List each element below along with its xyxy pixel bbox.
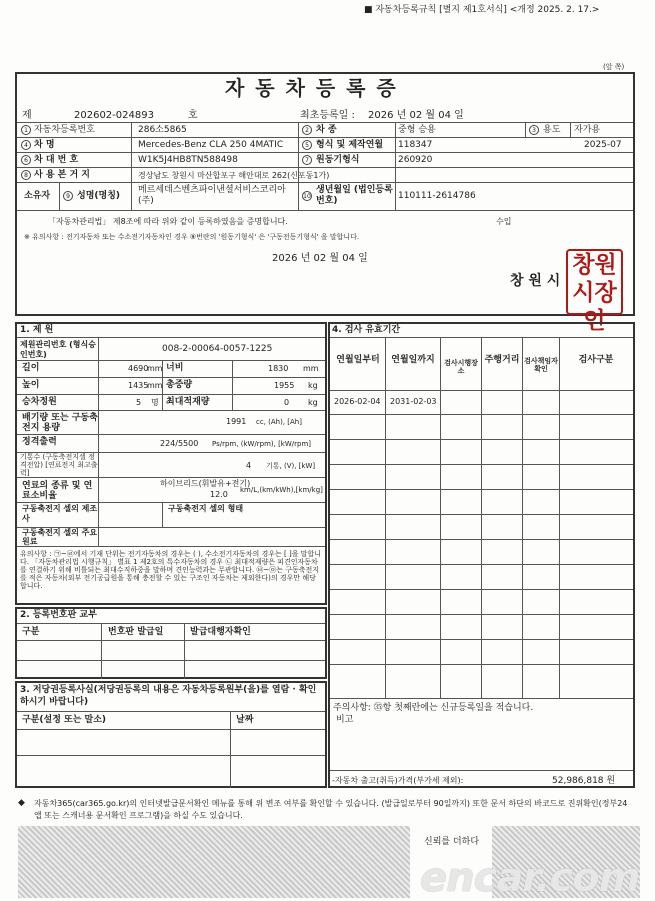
fuel-type: 하이브리드(휘발유+전기) [160, 479, 251, 488]
weight-unit: kg [308, 381, 318, 390]
bat-maker-label: 구동축전지 셀의 제조사 [22, 504, 98, 523]
owner-name-label: 성명(명칭) [77, 191, 121, 201]
model-value: 118347 [398, 140, 433, 150]
owner-label: 소유자 [24, 191, 51, 201]
price-value: 52,986,818 원 [552, 776, 616, 786]
insp-note: 주의사항: ㉟항 첫째란에는 신규등록일을 적습니다. [333, 703, 534, 713]
first-reg-label: 최초등록일 : [300, 110, 355, 121]
disp-label: 배기량 또는 구동축전지 용량 [22, 413, 98, 433]
registration-number: 202602-024893 [74, 110, 154, 121]
mgmt-value: 008-2-00064-0057-1225 [162, 344, 273, 354]
form-rule-header: ■ 자동차등록규칙 [별지 제1호서식] <개정 2025. 2. 17.> [364, 5, 600, 15]
length-label: 길이 [22, 363, 40, 373]
insp-col-inspector: 검사책임자확인 [524, 357, 558, 374]
birth-value: 110111-2614786 [398, 191, 476, 201]
insp-col-place: 검사시행장소 [444, 359, 478, 376]
issuer-name: 창 원 시 [510, 273, 561, 289]
power-label: 정격출력 [22, 437, 57, 447]
type-value: 중형 승용 [398, 125, 436, 135]
base-label: 사 용 본 거 지 [34, 170, 91, 180]
bat-form-label: 구동축전지 셀의 형태 [168, 504, 244, 513]
plate-col-agent: 발급대행자확인 [190, 627, 251, 637]
cert-note: ※ 유의사항 : 전기자동차 또는 수소전기자동차인 경우 ⑨번란의 '원동기형식' 은 '구동전동기형식' 을 말합니다. [24, 233, 360, 241]
width-value: 1830 [268, 364, 289, 373]
engine-value: 260920 [398, 155, 433, 165]
cyl-value: 4 [246, 461, 252, 470]
first-reg-date: 2026 년 02 월 04 일 [368, 110, 464, 121]
barcode-redacted [18, 826, 410, 898]
mortgage-col-type: 구분(설정 또는 말소) [22, 715, 107, 725]
weight-value: 1955 [274, 381, 295, 390]
name-value: Mercedes-Benz CLA 250 4MATIC [138, 140, 284, 150]
length-value: 4690 [128, 364, 149, 373]
made-value: 2025-07 [584, 140, 622, 150]
fuel-label: 연료의 종류 및 연료소비율 [22, 481, 93, 501]
vin-label: 차 대 번 호 [34, 155, 79, 165]
vin-value: W1K5J4HB8TN588498 [138, 155, 238, 165]
length-unit: mm [147, 364, 163, 373]
insp-col-to: 연월일까지 [391, 355, 435, 365]
power-value: 224/5500 [160, 439, 199, 448]
owner-name-value: 메르세데스벤츠파이낸셜서비스코리아(주) [138, 185, 286, 206]
height-label: 높이 [22, 380, 40, 390]
disp-unit: cc, (Ah), [Ah] [256, 418, 302, 426]
plate-col-date: 번호판 발급일 [108, 627, 164, 637]
insp-col-kind: 검사구분 [578, 355, 614, 365]
use-value: 자가용 [574, 125, 601, 135]
insp-row-to: 2031-02-03 [390, 397, 437, 406]
plate-col-type: 구분 [22, 627, 40, 637]
price-label: -자동차 출고(취득)가격(부가세 제외): [332, 776, 464, 785]
fuel-value: 12.0 [210, 490, 228, 499]
diamond-bullet-icon: ◆ [18, 798, 25, 808]
encar-watermark: encar.com [420, 855, 640, 901]
width-label: 너비 [166, 363, 184, 373]
load-label: 최대적재량 [166, 397, 210, 407]
birth-label: 생년월일 (법인등록번호) [316, 185, 393, 206]
footer-note: 자동차365(car365.go.kr)의 인터넷발급문서확인 메뉴를 통해 위 변조 여부를 확인할 수 있습니다. (발급일로부터 90일까지) 또한 문서 하단의 바코드로 진위확인(정부24 앱 또는 스캐너용 문서확인 프로그램)을 하실 수도 있습니다. [34, 799, 628, 820]
engine-label: 원동기형식 [316, 155, 360, 165]
cert-text: 「자동차관리법」 제8조에 따라 위와 같이 등록하였음을 증명합니다. [48, 217, 288, 226]
no-label: 제 [22, 110, 32, 121]
type-label: 차 종 [316, 125, 337, 135]
issue-date: 2026 년 02 월 04 일 [272, 253, 368, 264]
official-seal-icon: 창원 시장인 [566, 249, 623, 315]
mgmt-label: 제원관리번호 (형식승인번호) [20, 340, 96, 359]
height-value: 1435 [128, 381, 149, 390]
remark-label: 비고 [336, 715, 354, 725]
insp-row-from: 2026-02-04 [334, 397, 381, 406]
load-value: 0 [284, 398, 290, 407]
plate-label: 자동차등록번호 [34, 125, 95, 135]
seats-value: 5 [136, 398, 142, 407]
name-label: 차 명 [34, 140, 55, 150]
insp-col-distance: 주행거리 [484, 355, 520, 365]
spec-section-title: 1. 제 원 [20, 325, 54, 335]
mortgage-title: 3. 저당권등록사실(저당권등록의 내용은 자동차등록원부(을)를 열람 · 확인하시기 바랍니다) [20, 685, 317, 707]
side-label: (앞 쪽) [603, 63, 625, 71]
seats-unit: 명 [151, 398, 159, 407]
cyl-label: 기통수 (구동축전지셀 정격전압) [연료전지 최고출력] [20, 453, 98, 477]
bat-source-label: 구동축전지 셀의 주요 원료 [22, 528, 98, 546]
use-label: 용도 [543, 125, 561, 135]
weight-label: 총중량 [166, 380, 193, 390]
seats-label: 승차정원 [22, 397, 57, 407]
fuel-unit: km/L,(km/kWh),[km/kg] [240, 486, 323, 494]
power-unit: Ps/rpm, (kW/rpm), [kW/rpm] [212, 440, 312, 448]
disp-value: 1991 [226, 417, 247, 426]
load-unit: kg [308, 398, 318, 407]
mortgage-col-date: 날짜 [236, 715, 254, 725]
plate-value: 286소5865 [138, 125, 187, 135]
inspection-title: 4. 검사 유효기간 [332, 325, 401, 335]
revenue-label: 수입 [496, 217, 512, 226]
spec-note: 유의사항 : ㉠~㉣에서 기재 단위는 전기자동차의 경우는 ( ), 수소전기자동차의 경우는 [ ]을 말합니다. 「자동차관리법 시행규칙」 별표 1 제2호의 특수자동차의 경우 ㉡ 최대적재량은 피견인자동차를 연결하기 위해 비틀되는 최대수직하중을 말하며 견인능력과는 무관합니다. ㉥~㉧는 구동축전지를 적은 자동차(외부 전기공급원을 통해 충전할 수 있는 구조인 자동차는 제외한다)의 경우만 해당합니다. [20, 550, 321, 590]
insp-col-from: 연월일부터 [336, 355, 380, 365]
plate-issue-title: 2. 등록번호판 교부 [20, 610, 97, 620]
width-unit: mm [303, 364, 319, 373]
trust-text: 신뢰를 더하다 [424, 837, 480, 847]
model-label: 형식 및 제작연월 [316, 140, 384, 150]
base-value: 경상남도 창원시 마산합포구 해안대로 262(신포동1가) [138, 171, 330, 180]
document-title: 자 동 차 등 록 증 [225, 76, 398, 100]
height-unit: mm [147, 381, 163, 390]
cyl-unit: 기통, (V), [kW] [266, 462, 316, 470]
ho-label: 호 [188, 110, 198, 121]
